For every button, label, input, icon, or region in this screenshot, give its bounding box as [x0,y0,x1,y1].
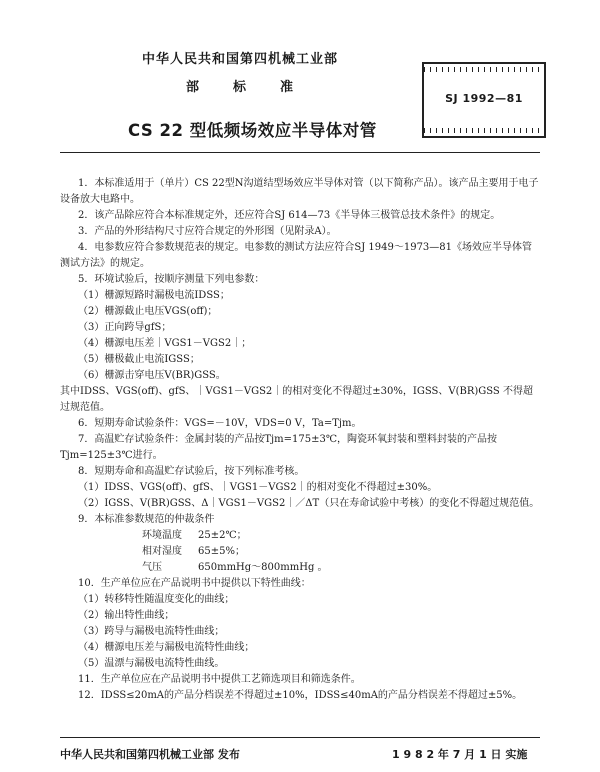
clause-10-item: （2）输出特性曲线； [78,610,175,621]
condition-value: 650mmHg～800mmHg 。 [198,562,328,573]
implementation-date: 1 9 8 2 年 7 月 1 日 实施 [392,748,528,761]
standard-type-char: 部 [186,80,200,95]
clause-8-item: （2）IGSS、V(BR)GSS、Δ｜VGS1－VGS2｜／ΔT（只在寿命试验中考核）的变化不得超过规范值。 [78,498,540,509]
clause-2: 2．该产品除应符合本标准规定外，还应符合SJ 614—73《半导体三极管总技术条件》的规定。 [78,210,501,221]
condition-row [60,544,540,560]
document-title: CS 22 型低频场效应半导体对管 [128,121,377,140]
clause-5-item: （2）栅源截止电压VGS(off)； [78,306,218,317]
clause-5-item: （3）正向跨导gfS； [78,322,172,333]
clause-1: 1．本标准适用于（单片）CS 22型N沟道结型场效应半导体对管（以下简称产品）。该产品主要用于电子设备放大电路中。 [60,178,539,205]
clause-10-item: （1）转移特性随温度变化的曲线； [78,594,235,605]
ruler-ticks-top [424,67,544,72]
clause-8: 8．短期寿命和高温贮存试验后，按下列标准考核。 [78,466,305,477]
clause-10-item: （3）跨导与漏极电流特性曲线； [78,626,225,637]
clause-12: 12．IDSS≤20mA的产品分档误差不得超过±10%，IDSS≤40mA的产品分档误差不得超过±5%。 [78,690,523,701]
condition-row [60,528,540,544]
clause-11: 11．生产单位应在产品说明书中提供工艺筛选项目和筛选条件。 [78,674,361,685]
clause-5-item: （6）栅源击穿电压V(BR)GSS。 [78,370,226,381]
document-body [60,176,540,704]
condition-value: 25±2℃； [198,530,247,541]
ministry-name: 中华人民共和国第四机械工业部 [142,52,339,67]
condition-value: 65±5%； [198,546,245,557]
publisher: 中华人民共和国第四机械工业部 发布 [60,748,240,761]
clause-7: 7．高温贮存试验条件：金属封装的产品按Tjm=175±3℃，陶瓷环氧封装和塑料封装的产品按Tjm=125±3℃进行。 [60,434,498,461]
clause-5-tail: 其中IDSS、VGS(off)、gfS、｜VGS1－VGS2｜的相对变化不得超过±30%，IGSS、V(BR)GSS 不得超过规范值。 [60,386,533,413]
clause-6: 6．短期寿命试验条件：VGS=－10V，VDS=0 V，Ta=Tjm。 [78,418,362,429]
clause-5-item: （5）栅极截止电流IGSS； [78,354,200,365]
footer-divider [60,737,540,738]
clause-4: 4．电参数应符合参数规范表的规定。电参数的测试方法应符合SJ 1949～1973—81《场效应半导体管测试方法》的规定。 [60,242,533,269]
clause-9: 9．本标准参数规范的仲裁条件 [78,514,215,525]
condition-label: 相对湿度 [142,546,182,557]
clause-8-item: （1）IDSS、VGS(off)、gfS、｜VGS1－VGS2｜的相对变化不得超过±30%。 [78,482,438,493]
clause-10-item: （4）栅源电压差与漏极电流特性曲线； [78,642,255,653]
condition-label: 气压 [142,562,162,573]
header-divider [60,152,540,153]
clause-10: 10．生产单位应在产品说明书中提供以下特性曲线： [78,578,311,589]
ruler-ticks-bottom [424,128,544,133]
condition-label: 环境温度 [142,530,182,541]
standard-type-char: 标 [233,80,247,95]
standard-type-char: 准 [280,80,294,95]
clause-5: 5．环境试验后，按顺序测量下列电参数： [78,274,265,285]
standard-code: SJ 1992—81 [445,92,523,105]
clause-3: 3．产品的外形结构尺寸应符合规定的外形图（见附录A）。 [78,226,337,237]
clause-5-item: （1）栅源短路时漏极电流IDSS； [78,290,230,301]
condition-row [60,560,540,576]
clause-5-item: （4）栅源电压差｜VGS1－VGS2｜； [78,338,252,349]
clause-10-item: （5）温漂与漏极电流特性曲线。 [78,658,225,669]
standard-code-box [422,62,546,138]
standard-type [186,76,327,95]
